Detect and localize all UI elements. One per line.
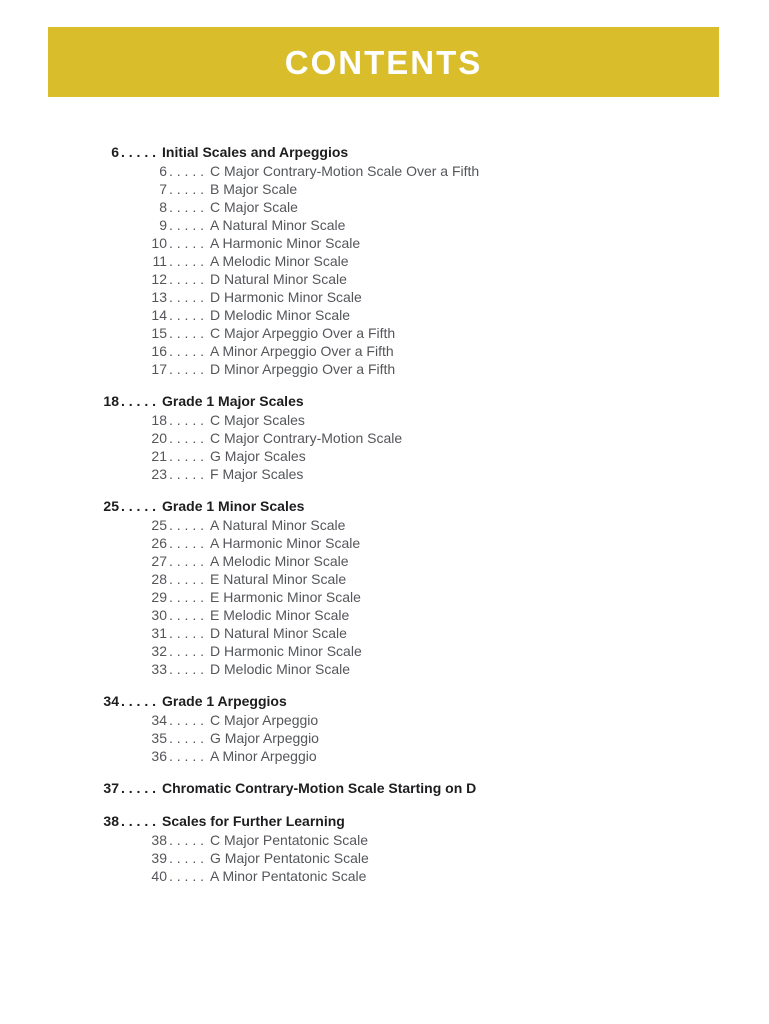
item-title: G Major Arpeggio (210, 730, 319, 746)
item-title: G Major Pentatonic Scale (210, 850, 369, 866)
dot-leader: . . . . . (169, 271, 205, 287)
toc-item (0, 234, 769, 252)
dot-leader: . . . . . (169, 412, 205, 428)
section-title: Grade 1 Major Scales (162, 393, 304, 409)
item-page-number: 31 (151, 625, 167, 641)
dot-leader: . . . . . (121, 393, 157, 409)
section-page-number: 6 (111, 144, 119, 160)
dot-leader: . . . . . (121, 693, 157, 709)
toc-item (0, 516, 769, 534)
item-page-number: 8 (159, 199, 167, 215)
page-title: CONTENTS (284, 43, 483, 81)
item-page-number: 35 (151, 730, 167, 746)
item-page-number: 11 (152, 253, 167, 269)
dot-leader: . . . . . (169, 361, 205, 377)
item-page-number: 28 (151, 571, 167, 587)
dot-leader: . . . . . (121, 813, 157, 829)
dot-leader: . . . . . (169, 217, 205, 233)
dot-leader: . . . . . (121, 498, 157, 514)
item-title: A Minor Arpeggio (210, 748, 317, 764)
toc-item (0, 270, 769, 288)
item-page-number: 39 (151, 850, 167, 866)
item-title: C Major Arpeggio (210, 712, 319, 728)
dot-leader: . . . . . (169, 850, 205, 866)
toc-section-header (0, 692, 769, 711)
dot-leader: . . . . . (169, 289, 205, 305)
toc-section (0, 779, 769, 798)
item-page-number: 32 (151, 643, 167, 659)
toc-item (0, 570, 769, 588)
section-page-number: 18 (103, 393, 119, 409)
item-title: C Major Pentatonic Scale (210, 832, 368, 848)
toc-item (0, 867, 769, 885)
item-page-number: 29 (151, 589, 167, 605)
item-title: F Major Scales (210, 466, 304, 482)
dot-leader: . . . . . (169, 625, 205, 641)
dot-leader: . . . . . (169, 832, 205, 848)
item-title: E Natural Minor Scale (210, 571, 347, 587)
item-title: A Minor Arpeggio Over a Fifth (210, 343, 394, 359)
item-title: D Minor Arpeggio Over a Fifth (210, 361, 396, 377)
item-title: C Major Contrary-Motion Scale (210, 430, 403, 446)
toc-item (0, 198, 769, 216)
toc-item (0, 588, 769, 606)
dot-leader: . . . . . (169, 712, 205, 728)
dot-leader: . . . . . (169, 430, 205, 446)
dot-leader: . . . . . (169, 553, 205, 569)
item-title: C Major Scales (210, 412, 305, 428)
toc-item (0, 831, 769, 849)
item-page-number: 34 (151, 712, 167, 728)
dot-leader: . . . . . (169, 517, 205, 533)
toc-item (0, 447, 769, 465)
toc-item (0, 465, 769, 483)
section-page-number: 37 (103, 780, 119, 796)
section-page-number: 34 (103, 693, 119, 709)
toc-section (0, 692, 769, 765)
toc-section-header (0, 392, 769, 411)
item-title: D Natural Minor Scale (210, 625, 347, 641)
toc-item (0, 429, 769, 447)
dot-leader: . . . . . (121, 780, 157, 796)
toc-item (0, 747, 769, 765)
item-page-number: 21 (151, 448, 167, 464)
item-title: A Melodic Minor Scale (210, 253, 349, 269)
toc-section-header (0, 497, 769, 516)
item-title: D Melodic Minor Scale (210, 307, 351, 323)
item-title: E Melodic Minor Scale (210, 607, 350, 623)
toc-item (0, 180, 769, 198)
section-title: Chromatic Contrary-Motion Scale Starting on D (162, 780, 477, 796)
dot-leader: . . . . . (169, 661, 205, 677)
dot-leader: . . . . . (169, 607, 205, 623)
toc-item (0, 729, 769, 747)
item-page-number: 12 (151, 271, 167, 287)
toc-item (0, 288, 769, 306)
item-title: B Major Scale (210, 181, 298, 197)
item-page-number: 10 (151, 235, 167, 251)
toc-item (0, 162, 769, 180)
dot-leader: . . . . . (169, 643, 205, 659)
dot-leader: . . . . . (169, 448, 205, 464)
toc-item (0, 642, 769, 660)
item-page-number: 38 (151, 832, 167, 848)
item-title: A Harmonic Minor Scale (210, 535, 361, 551)
dot-leader: . . . . . (169, 571, 205, 587)
item-page-number: 25 (151, 517, 167, 533)
item-title: A Natural Minor Scale (210, 217, 346, 233)
toc-section-header (0, 143, 769, 162)
item-title: D Natural Minor Scale (210, 271, 347, 287)
item-page-number: 18 (151, 412, 167, 428)
item-page-number: 26 (151, 535, 167, 551)
item-page-number: 17 (151, 361, 167, 377)
dot-leader: . . . . . (169, 181, 205, 197)
toc-item (0, 216, 769, 234)
section-page-number: 25 (103, 498, 119, 514)
dot-leader: . . . . . (169, 325, 205, 341)
toc-section (0, 497, 769, 678)
toc-item (0, 711, 769, 729)
toc-item (0, 849, 769, 867)
dot-leader: . . . . . (169, 235, 205, 251)
item-page-number: 36 (151, 748, 167, 764)
table-of-contents (0, 143, 769, 899)
toc-section (0, 143, 769, 378)
toc-item (0, 360, 769, 378)
toc-section (0, 812, 769, 885)
dot-leader: . . . . . (169, 730, 205, 746)
dot-leader: . . . . . (121, 144, 157, 160)
dot-leader: . . . . . (169, 748, 205, 764)
section-title: Scales for Further Learning (162, 813, 345, 829)
item-page-number: 33 (151, 661, 167, 677)
item-title: A Natural Minor Scale (210, 517, 346, 533)
item-page-number: 6 (159, 163, 167, 179)
item-page-number: 14 (151, 307, 167, 323)
toc-item (0, 552, 769, 570)
item-title: A Harmonic Minor Scale (210, 235, 361, 251)
dot-leader: . . . . . (169, 307, 205, 323)
toc-item (0, 660, 769, 678)
toc-item (0, 252, 769, 270)
item-page-number: 9 (159, 217, 167, 233)
item-page-number: 15 (151, 325, 167, 341)
section-title: Grade 1 Minor Scales (162, 498, 305, 514)
item-title: D Melodic Minor Scale (210, 661, 351, 677)
dot-leader: . . . . . (169, 199, 205, 215)
toc-item (0, 411, 769, 429)
toc-item (0, 624, 769, 642)
section-page-number: 38 (103, 813, 119, 829)
toc-item (0, 534, 769, 552)
dot-leader: . . . . . (169, 253, 205, 269)
toc-item (0, 606, 769, 624)
toc-section-header (0, 779, 769, 798)
item-page-number: 16 (151, 343, 167, 359)
dot-leader: . . . . . (169, 163, 205, 179)
dot-leader: . . . . . (169, 535, 205, 551)
toc-item (0, 324, 769, 342)
section-title: Grade 1 Arpeggios (162, 693, 287, 709)
toc-item (0, 306, 769, 324)
item-title: C Major Contrary-Motion Scale Over a Fifth (210, 163, 480, 179)
item-page-number: 20 (151, 430, 167, 446)
item-title: C Major Arpeggio Over a Fifth (210, 325, 396, 341)
dot-leader: . . . . . (169, 343, 205, 359)
item-title: E Harmonic Minor Scale (210, 589, 361, 605)
item-title: D Harmonic Minor Scale (210, 643, 362, 659)
dot-leader: . . . . . (169, 589, 205, 605)
item-page-number: 40 (151, 868, 167, 884)
section-title: Initial Scales and Arpeggios (162, 144, 349, 160)
item-page-number: 7 (159, 181, 167, 197)
item-title: G Major Scales (210, 448, 306, 464)
contents-banner (48, 27, 719, 97)
toc-section-header (0, 812, 769, 831)
item-title: C Major Scale (210, 199, 298, 215)
item-page-number: 27 (151, 553, 167, 569)
item-title: A Minor Pentatonic Scale (210, 868, 367, 884)
item-title: D Harmonic Minor Scale (210, 289, 362, 305)
toc-item (0, 342, 769, 360)
item-page-number: 13 (151, 289, 167, 305)
item-page-number: 23 (151, 466, 167, 482)
dot-leader: . . . . . (169, 868, 205, 884)
dot-leader: . . . . . (169, 466, 205, 482)
item-page-number: 30 (151, 607, 167, 623)
toc-section (0, 392, 769, 483)
item-title: A Melodic Minor Scale (210, 553, 349, 569)
